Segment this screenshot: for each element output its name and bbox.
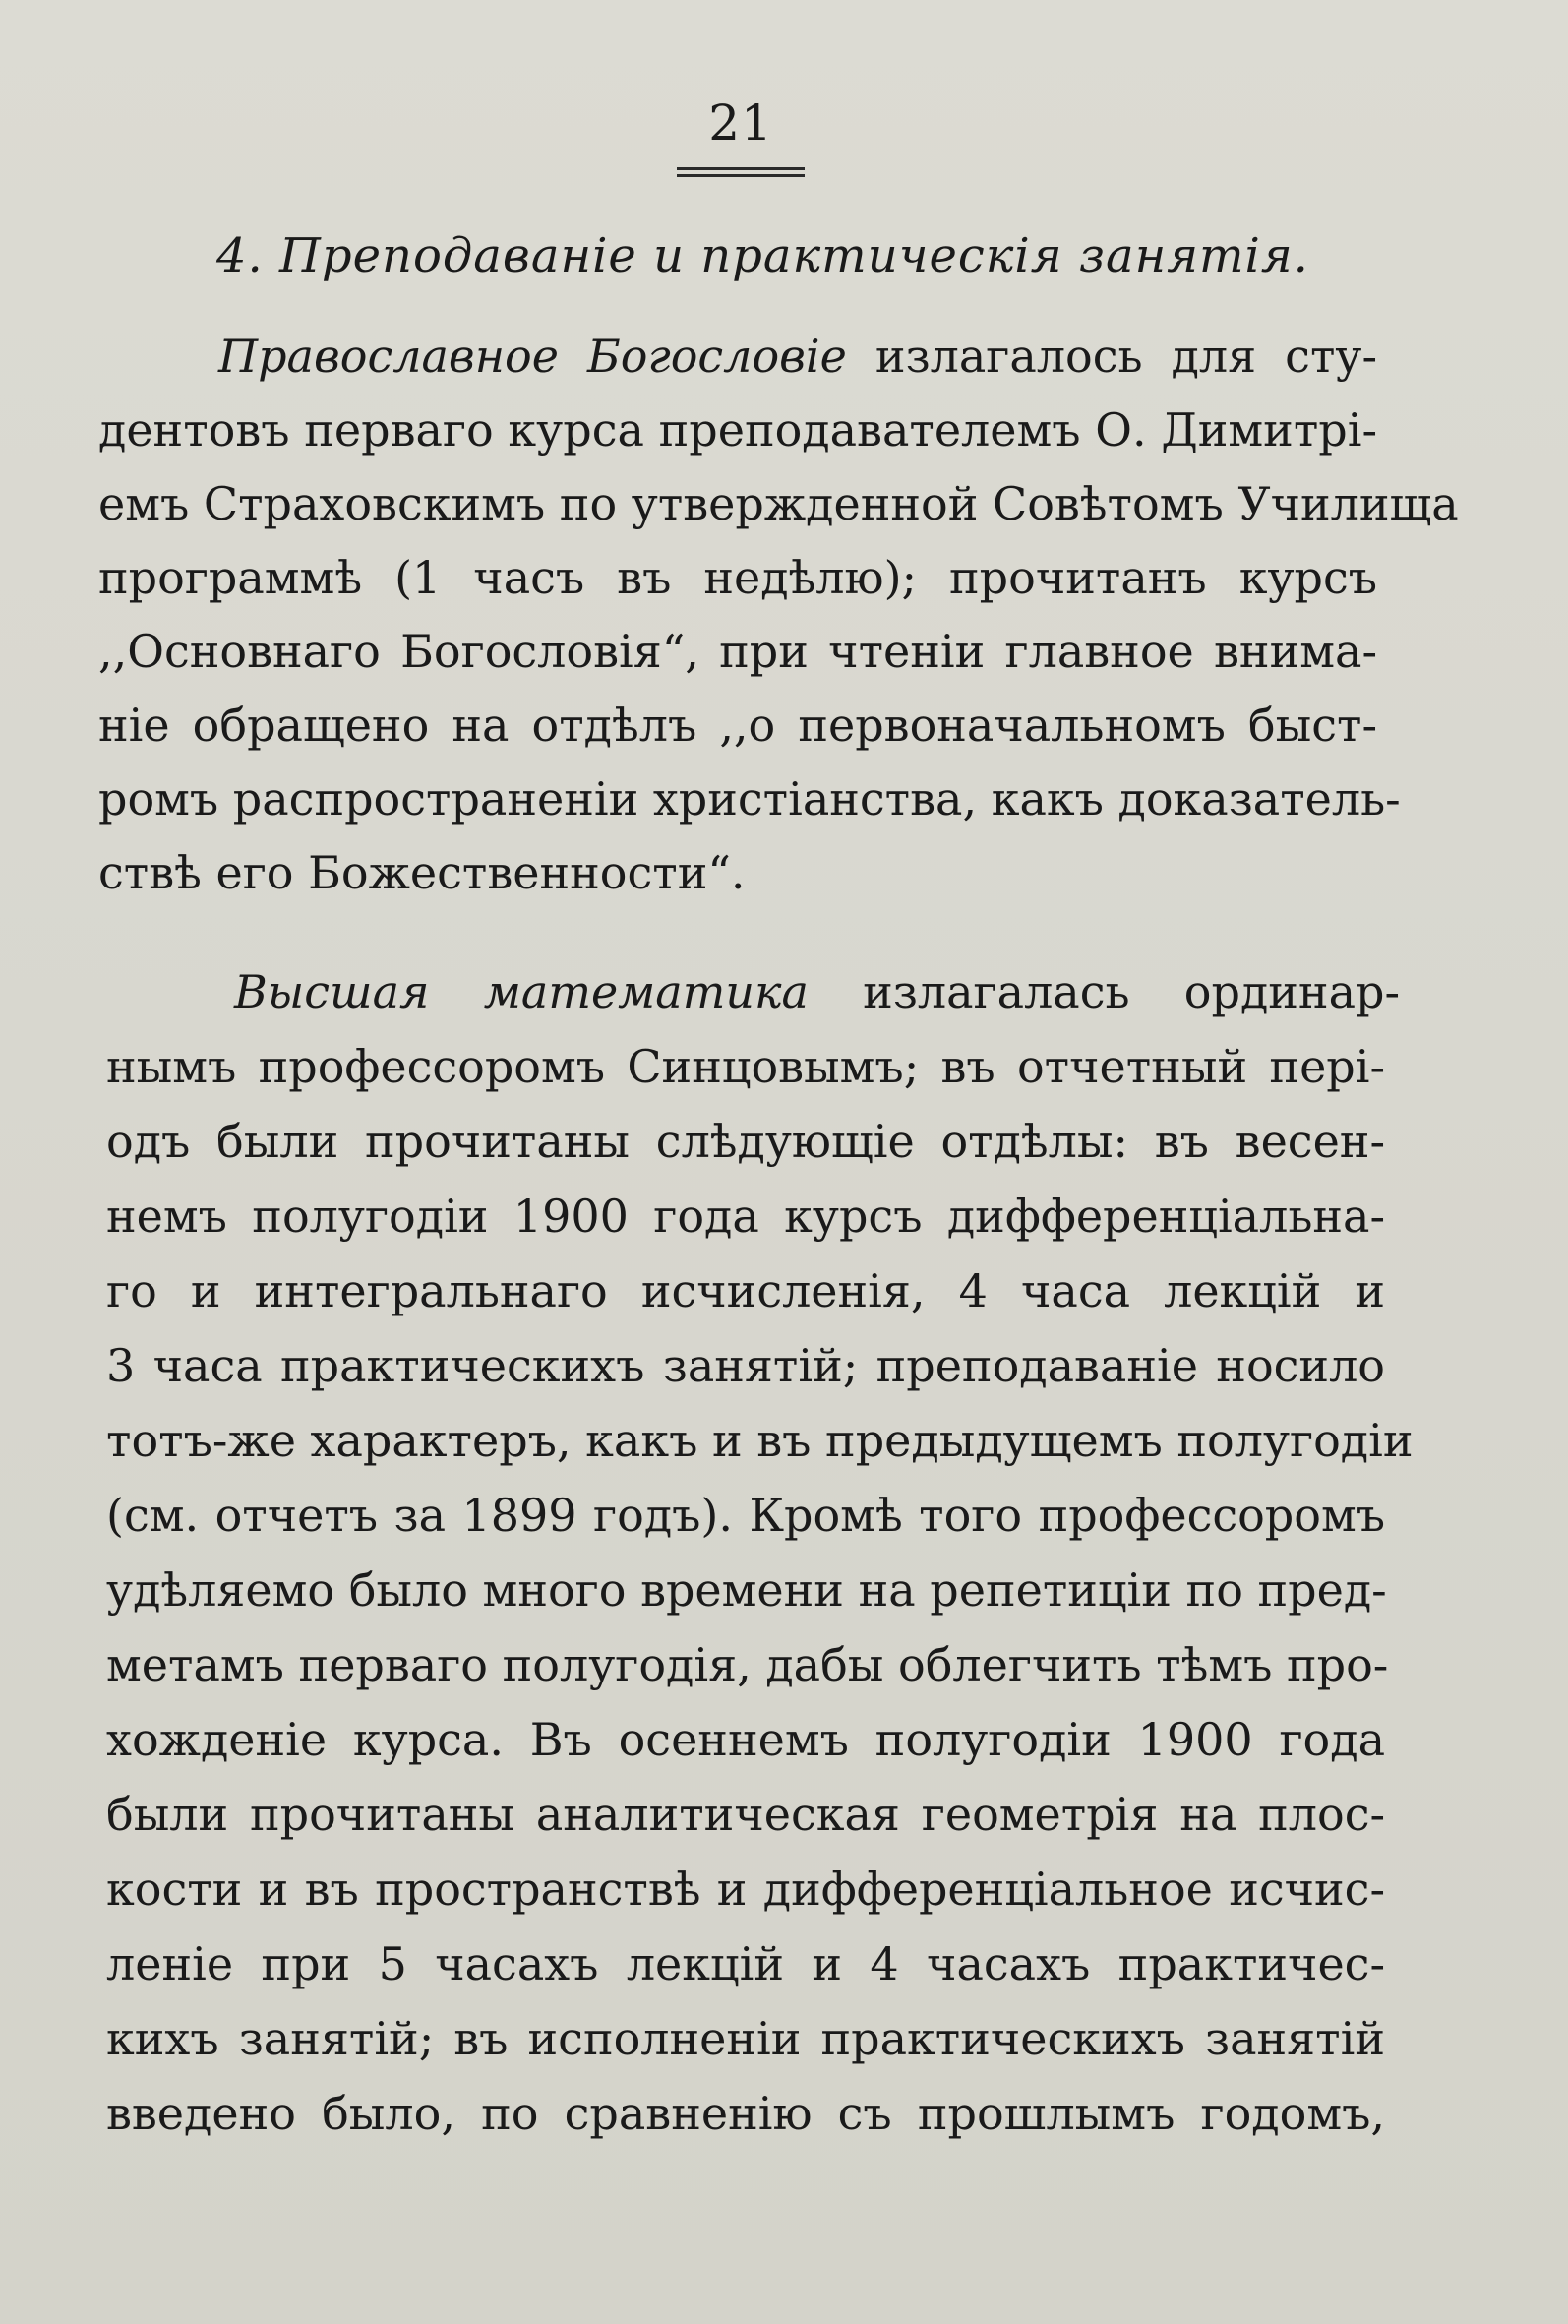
paragraph2-line15: кихъ занятій; въ исполненіи практическихъ занятій <box>106 2012 1385 2065</box>
paragraph2-line1 <box>234 960 1400 1023</box>
paragraph2-line14: леніе при 5 часахъ лекцій и 4 часахъ практичес- <box>106 1937 1385 1990</box>
paragraph1-line2: дентовъ перваго курса преподавателемъ О. Димитрі- <box>98 403 1377 457</box>
paragraph2-line3: одъ были прочитаны слѣдующіе отдѣлы: въ весен- <box>106 1115 1385 1168</box>
paragraph2-line13: кости и въ пространствѣ и дифференціальное исчис- <box>106 1863 1385 1916</box>
page-number: 21 <box>708 94 773 152</box>
paragraph2-line5: го и интегральнаго исчисленія, 4 часа лекцій и <box>106 1264 1385 1317</box>
paragraph2-line9: удѣляемо было много времени на репетиціи по пред- <box>106 1563 1387 1617</box>
paragraph1-line5: ,,Основнаго Богословія“, при чтеніи главное внима- <box>98 625 1377 678</box>
paragraph1-line4: программѣ (1 часъ въ недѣлю); прочитанъ курсъ <box>98 551 1377 604</box>
paragraph1-line8: ствѣ его Божественности“. <box>98 846 746 899</box>
paragraph2-line10: метамъ перваго полугодія, дабы облегчить тѣмъ про- <box>106 1638 1389 1691</box>
paragraph1-line3: емъ Страховскимъ по утвержденной Совѣтомъ Училища <box>98 477 1459 530</box>
paragraph2-line6: 3 часа практическихъ занятій; преподаваніе носило <box>106 1339 1385 1392</box>
paragraph1-line6: ніе обращено на отдѣлъ ,,о первоначальномъ быст- <box>98 699 1377 752</box>
paragraph1-lead-italic: Православное Богословіе <box>218 330 847 383</box>
paragraph2-line8: (см. отчетъ за 1899 годъ). Кромѣ того профессоромъ <box>106 1489 1385 1542</box>
section-heading: 4. Преподаваніе и практическія занятія. <box>216 228 1309 283</box>
paragraph2-lead-italic: Высшая математика <box>234 965 809 1018</box>
paragraph1-line1 <box>218 325 1377 388</box>
page-number-rule-top <box>677 167 805 170</box>
page-number-rule-bottom <box>677 174 805 177</box>
paragraph1-line7: ромъ распространеніи христіанства, какъ доказатель- <box>98 772 1401 826</box>
paragraph2-line11: хожденіе курса. Въ осеннемъ полугодіи 1900 года <box>106 1713 1385 1766</box>
paragraph2-line7: тотъ-же характеръ, какъ и въ предыдущемъ полугодіи <box>106 1414 1414 1467</box>
paragraph2-line1-rest: излагалась ординар- <box>863 965 1400 1018</box>
paragraph1-line1-rest: излагалось для сту- <box>874 330 1378 383</box>
paragraph2-line4: немъ полугодіи 1900 года курсъ дифференціальна- <box>106 1190 1385 1243</box>
paragraph2-line12: были прочитаны аналитическая геометрія на плос- <box>106 1788 1385 1841</box>
paragraph2-line2: нымъ профессоромъ Синцовымъ; въ отчетный пері- <box>106 1040 1385 1093</box>
paragraph2-line16: введено было, по сравненію съ прошлымъ годомъ, <box>106 2087 1385 2140</box>
